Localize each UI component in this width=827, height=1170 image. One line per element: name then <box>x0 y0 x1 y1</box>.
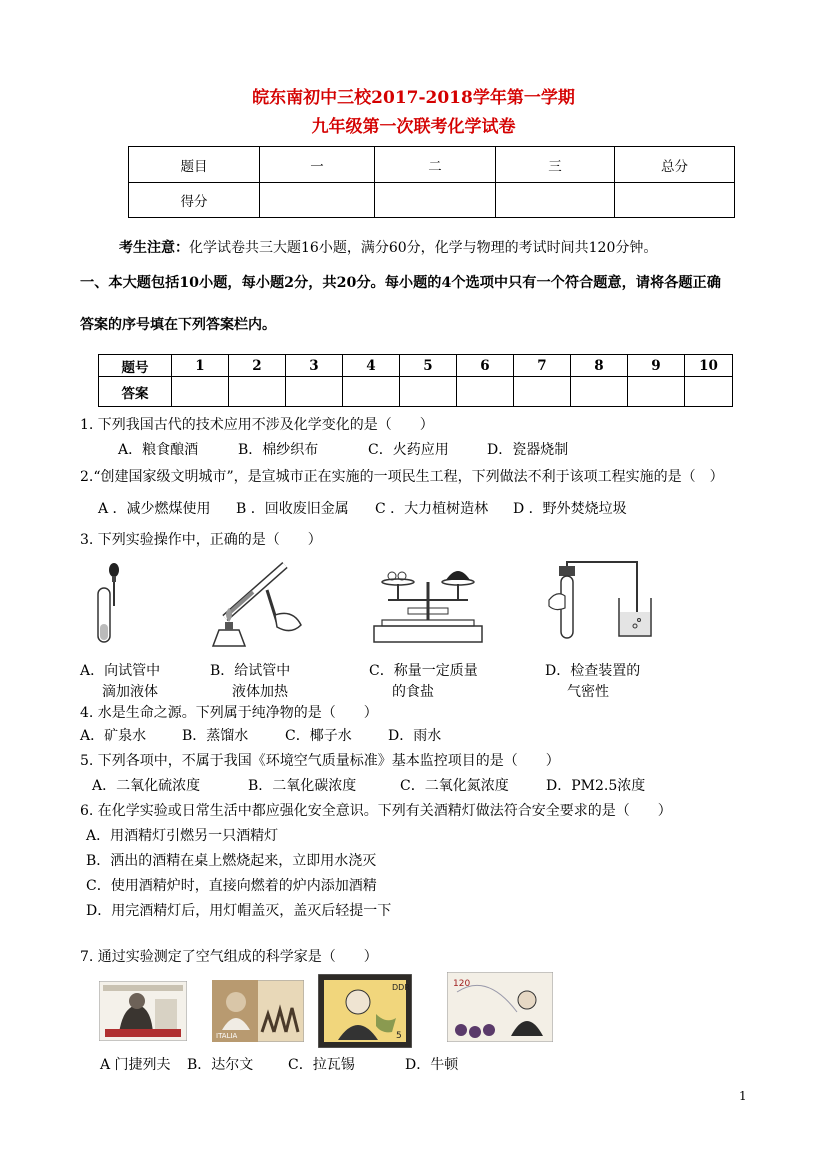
answer-table-number: 5 <box>400 355 457 377</box>
answer-cell <box>628 377 685 407</box>
q3-option-d-line1: D．检查装置的 <box>545 663 641 679</box>
q6-option-d: D．用完酒精灯后，用灯帽盖灭，盖灭后轻提一下 <box>86 903 392 919</box>
q3-option-d-line2: 气密性 <box>567 684 609 700</box>
question-3: 3. 下列实验操作中，正确的是（ ） <box>80 532 322 548</box>
score-table-header-cell: 三 <box>496 147 615 183</box>
q5-option-b: B．二氧化碳浓度 <box>248 778 357 794</box>
score-table-header-cell: 总分 <box>615 147 735 183</box>
answer-cell <box>286 377 343 407</box>
q4-option-d: D．雨水 <box>388 728 442 744</box>
score-table-header-cell: 二 <box>375 147 496 183</box>
answer-table <box>98 354 733 407</box>
q2-option-a: A ．减少燃煤使用 <box>98 501 211 517</box>
q5-option-d: D．PM2.5浓度 <box>546 778 646 794</box>
q1-option-c: C．火药应用 <box>368 442 449 458</box>
newton-stamp-value: 120 <box>453 979 471 989</box>
q5-option-c: C．二氧化氮浓度 <box>400 778 509 794</box>
question-7: 7. 通过实验测定了空气组成的科学家是（ ） <box>80 949 378 965</box>
mendeleev-stamp-image <box>99 981 187 1041</box>
answer-table-number: 3 <box>286 355 343 377</box>
heating-test-tube-figure <box>205 560 315 650</box>
answer-cell <box>571 377 628 407</box>
exam-title-line1: 皖东南初中三校2017-2018学年第一学期 <box>252 88 575 108</box>
lavoisier-stamp-country: DDR <box>392 983 410 992</box>
score-cell <box>375 183 496 218</box>
q2-option-c: C ．大力植树造林 <box>375 501 489 517</box>
answer-table-number: 7 <box>514 355 571 377</box>
score-cell <box>496 183 615 218</box>
lavoisier-stamp-value: 5 <box>396 1031 402 1041</box>
answer-cell <box>229 377 286 407</box>
q4-option-a: A．矿泉水 <box>80 728 147 744</box>
score-table-header-cell: 题目 <box>129 147 260 183</box>
answer-cell <box>457 377 514 407</box>
answer-table-number: 10 <box>685 355 733 377</box>
q4-option-b: B．蒸馏水 <box>182 728 249 744</box>
answer-cell <box>400 377 457 407</box>
answer-cell <box>685 377 733 407</box>
q3-option-c-line2: 的食盐 <box>392 684 434 700</box>
q3-option-c-line1: C．称量一定质量 <box>369 663 478 679</box>
q7-option-d: D．牛顿 <box>405 1057 459 1073</box>
q2-option-d: D ．野外焚烧垃圾 <box>513 501 627 517</box>
notice-label: 考生注意： <box>119 240 189 256</box>
answer-table-number: 9 <box>628 355 685 377</box>
q7-option-a: A 门捷列夫 <box>100 1057 171 1073</box>
darwin-stamp-image <box>212 980 304 1042</box>
section1-instruction-line2: 答案的序号填在下列答案栏内。 <box>80 317 276 333</box>
answer-cell <box>343 377 400 407</box>
notice-text: 化学试卷共三大题16小题，满分60分，化学与物理的考试时间共120分钟。 <box>189 240 658 256</box>
q5-option-a: A．二氧化硫浓度 <box>92 778 201 794</box>
newton-stamp-image <box>447 972 553 1042</box>
exam-notice <box>119 237 657 257</box>
score-table-row-label: 得分 <box>129 183 260 218</box>
q3-option-b-line2: 液体加热 <box>232 684 288 700</box>
balance-figure <box>368 562 488 646</box>
answer-table-number: 1 <box>172 355 229 377</box>
answer-table-number: 8 <box>571 355 628 377</box>
question-2: 2.“创建国家级文明城市”，是宣城市正在实施的一项民生工程，下列做法不利于该项工程实施的是（ ） <box>80 469 724 485</box>
answer-cell <box>172 377 229 407</box>
answer-table-number: 2 <box>229 355 286 377</box>
answer-table-number: 4 <box>343 355 400 377</box>
exam-title-line2: 九年级第一次联考化学试卷 <box>311 117 516 137</box>
q2-option-b: B ．回收废旧金属 <box>236 501 349 517</box>
darwin-stamp-country: ITALIA <box>216 1032 238 1040</box>
score-table-header-cell: 一 <box>260 147 375 183</box>
q7-option-b: B．达尔文 <box>187 1057 254 1073</box>
q1-option-d: D．瓷器烧制 <box>487 442 569 458</box>
answer-table-header-label: 题号 <box>99 355 172 377</box>
dropper-test-tube-figure <box>92 562 132 646</box>
q6-option-a: A．用酒精灯引燃另一只酒精灯 <box>86 828 279 844</box>
question-1: 1. 下列我国古代的技术应用不涉及化学变化的是（ ） <box>80 417 434 433</box>
q6-option-c: C．使用酒精炉时，直接向燃着的炉内添加酒精 <box>86 878 377 894</box>
q4-option-c: C．椰子水 <box>285 728 352 744</box>
q3-option-a-line2: 滴加液体 <box>102 684 158 700</box>
score-cell <box>615 183 735 218</box>
q6-option-b: B．洒出的酒精在桌上燃烧起来，立即用水浇灭 <box>86 853 377 869</box>
q1-option-a: A．粮食酿酒 <box>118 442 199 458</box>
question-5: 5. 下列各项中，不属于我国《环境空气质量标准》基本监控项目的是（ ） <box>80 753 560 769</box>
q3-option-b-line1: B．给试管中 <box>210 663 291 679</box>
answer-table-answer-label: 答案 <box>99 377 172 407</box>
lavoisier-stamp-image <box>318 974 412 1048</box>
q1-option-b: B．棉纱织布 <box>238 442 319 458</box>
answer-table-number: 6 <box>457 355 514 377</box>
question-4: 4. 水是生命之源。下列属于纯净物的是（ ） <box>80 705 378 721</box>
answer-cell <box>514 377 571 407</box>
question-6: 6. 在化学实验或日常生活中都应强化安全意识。下列有关酒精灯做法符合安全要求的是（ ） <box>80 803 672 819</box>
section1-instruction-line1: 一、本大题包括10小题，每小题2分，共20分。每小题的4个选项中只有一个符合题意，请将各题正确 <box>80 275 721 291</box>
page-number: 1 <box>739 1089 747 1103</box>
airtightness-figure <box>545 556 660 646</box>
q7-option-c: C．拉瓦锡 <box>288 1057 355 1073</box>
q3-option-a-line1: A．向试管中 <box>80 663 161 679</box>
score-cell <box>260 183 375 218</box>
score-table <box>128 146 735 218</box>
